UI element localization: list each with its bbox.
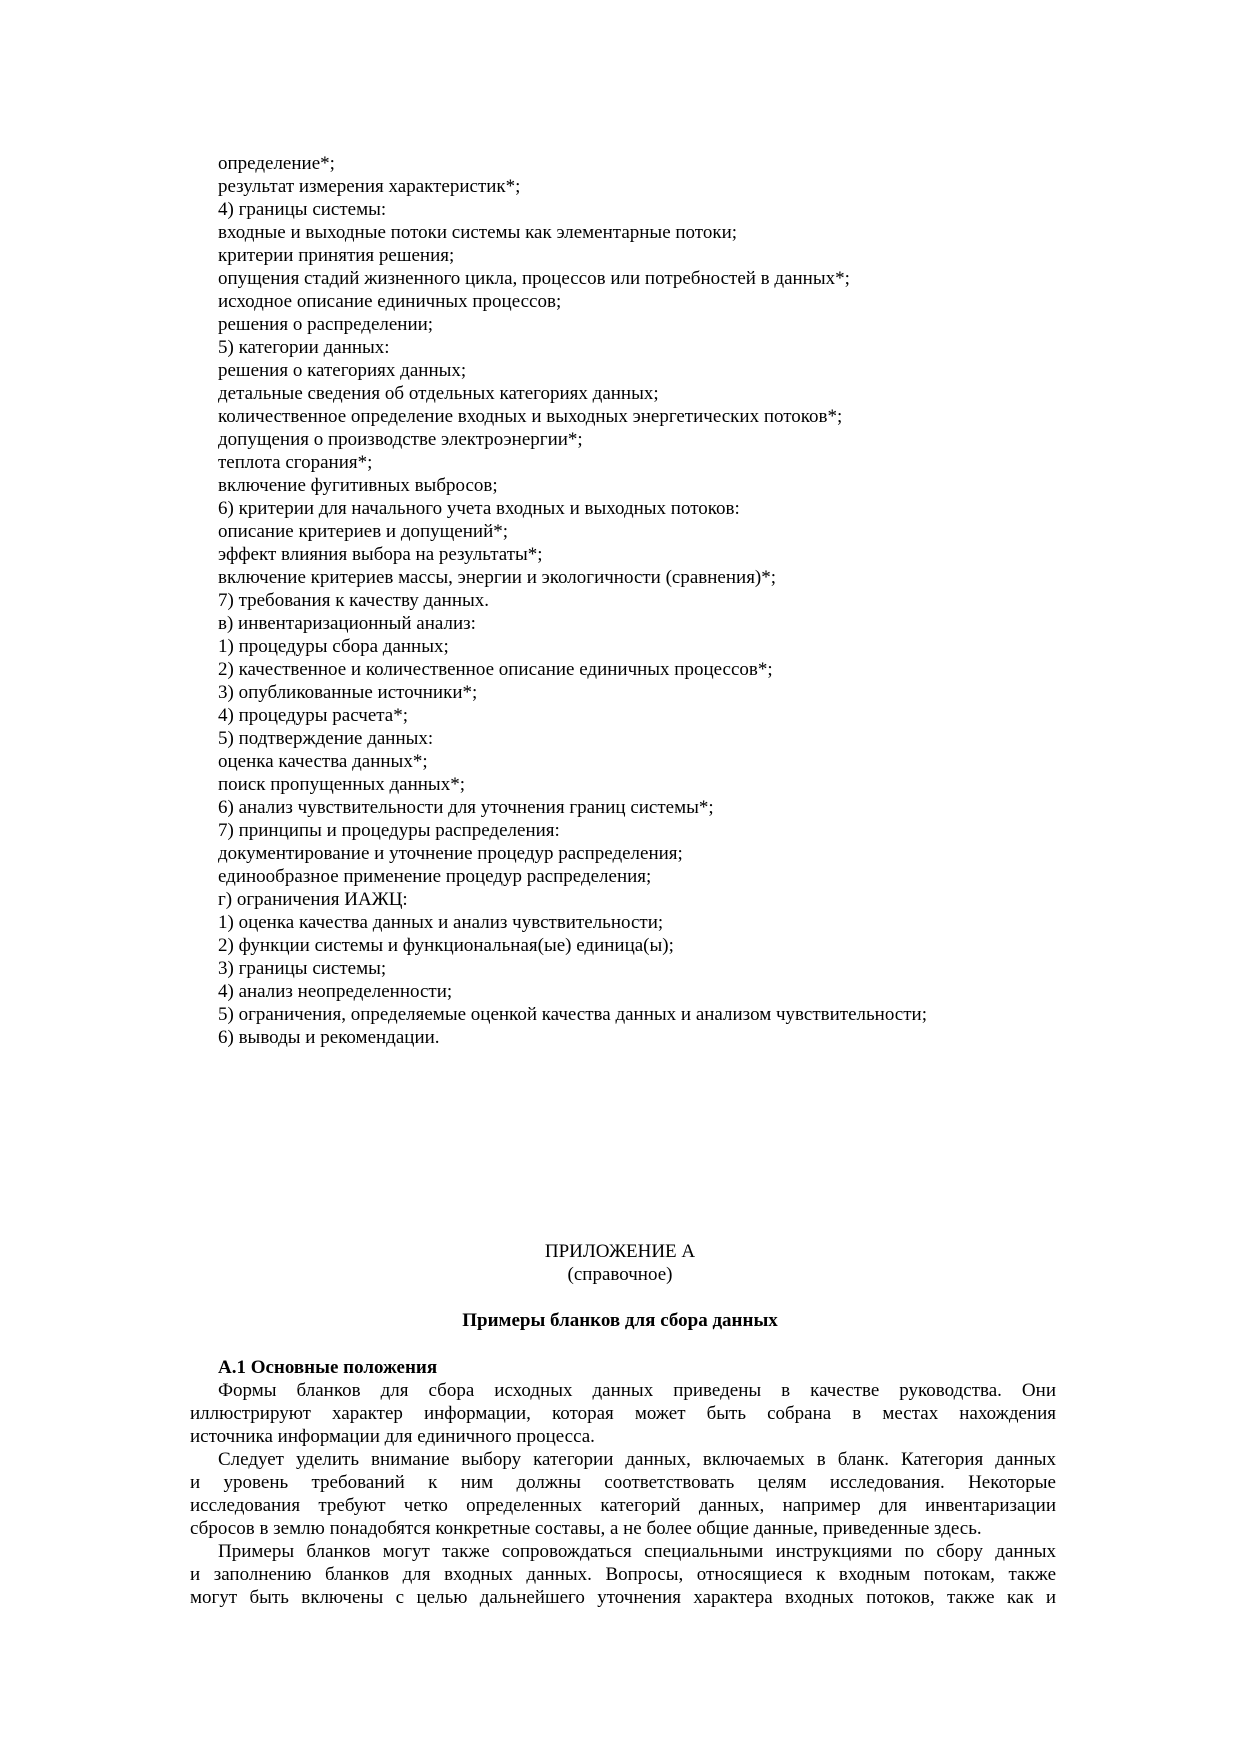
paragraph [190,1540,1056,1609]
paragraph-line: источника информации для единичного процесса. [190,1426,595,1447]
list-item: 3) границы системы; [218,958,387,979]
list-item: результат измерения характеристик*; [218,176,521,197]
list-item: описание критериев и допущений*; [218,521,509,542]
paragraph-line: сбросов в землю понадобятся конкретные составы, а не более общие данные, приведенные здесь. [190,1518,982,1539]
list-item: в) инвентаризационный анализ: [218,613,476,634]
list-item: 6) критерии для начального учета входных и выходных потоков: [218,498,740,519]
list-item: допущения о производстве электроэнергии*; [218,429,583,450]
paragraph-line: Примеры бланков могут также сопровождаться специальными инструкциями по сбору данных [218,1541,1056,1562]
paragraph [190,1379,1056,1448]
list-item: включение фугитивных выбросов; [218,475,498,496]
paragraph-line: Следует уделить внимание выбору категории данных, включаемых в бланк. Категория данных [218,1449,1056,1470]
list-item: 2) качественное и количественное описание единичных процессов*; [218,659,773,680]
list-item: 1) процедуры сбора данных; [218,636,449,657]
list-item: эффект влияния выбора на результаты*; [218,544,543,565]
list-item: поиск пропущенных данных*; [218,774,465,795]
list-item: 3) опубликованные источники*; [218,682,478,703]
paragraph-line: исследования требуют четко определенных категорий данных, например для инвентаризации [190,1495,1056,1516]
list-item: критерии принятия решения; [218,245,455,266]
list-item: 7) требования к качеству данных. [218,590,490,611]
list-item: 2) функции системы и функциональная(ые) единица(ы); [218,935,674,956]
paragraph-line: Формы бланков для сбора исходных данных приведены в качестве руководства. Они [218,1380,1056,1401]
appendix-subtitle: (справочное) [567,1264,673,1285]
list-item: определение*; [218,153,335,174]
list-item: 4) границы системы: [218,199,387,220]
requirements-list [218,152,1118,1049]
paragraph-line: и уровень требований к ним должны соответствовать целям исследования. Некоторые [190,1472,1056,1493]
list-item: включение критериев массы, энергии и экологичности (сравнения)*; [218,567,777,588]
list-item: 6) выводы и рекомендации. [218,1027,440,1048]
list-item: 5) подтверждение данных: [218,728,434,749]
list-item: 7) принципы и процедуры распределения: [218,820,560,841]
list-item: 6) анализ чувствительности для уточнения границ системы*; [218,797,714,818]
paragraph-line: иллюстрируют характер информации, которая может быть собрана в местах нахождения [190,1403,1056,1424]
list-item: 1) оценка качества данных и анализ чувствительности; [218,912,664,933]
list-item: исходное описание единичных процессов; [218,291,562,312]
appendix-title: ПРИЛОЖЕНИЕ А [544,1241,696,1262]
list-item: входные и выходные потоки системы как элементарные потоки; [218,222,738,243]
list-item: оценка качества данных*; [218,751,428,772]
list-item: количественное определение входных и выходных энергетических потоков*; [218,406,843,427]
list-item: единообразное применение процедур распределения; [218,866,652,887]
list-item: документирование и уточнение процедур распределения; [218,843,683,864]
paragraph [190,1448,1056,1540]
list-item: теплота сгорания*; [218,452,373,473]
appendix-heading: Примеры бланков для сбора данных [462,1310,778,1331]
list-item: 5) категории данных: [218,337,390,358]
section-heading: А.1 Основные положения [218,1357,438,1378]
list-item: 4) анализ неопределенности; [218,981,453,1002]
list-item: решения о категориях данных; [218,360,467,381]
list-item: решения о распределении; [218,314,434,335]
list-item: г) ограничения ИАЖЦ: [218,889,408,910]
list-item: опущения стадий жизненного цикла, процессов или потребностей в данных*; [218,268,850,289]
list-item: 5) ограничения, определяемые оценкой качества данных и анализом чувствительности; [218,1004,927,1025]
list-item: детальные сведения об отдельных категориях данных; [218,383,659,404]
paragraph-line: могут быть включены с целью дальнейшего уточнения характера входных потоков, также как и [190,1587,1056,1608]
list-item: 4) процедуры расчета*; [218,705,408,726]
paragraph-line: и заполнению бланков для входных данных. Вопросы, относящиеся к входным потокам, также [190,1564,1056,1585]
